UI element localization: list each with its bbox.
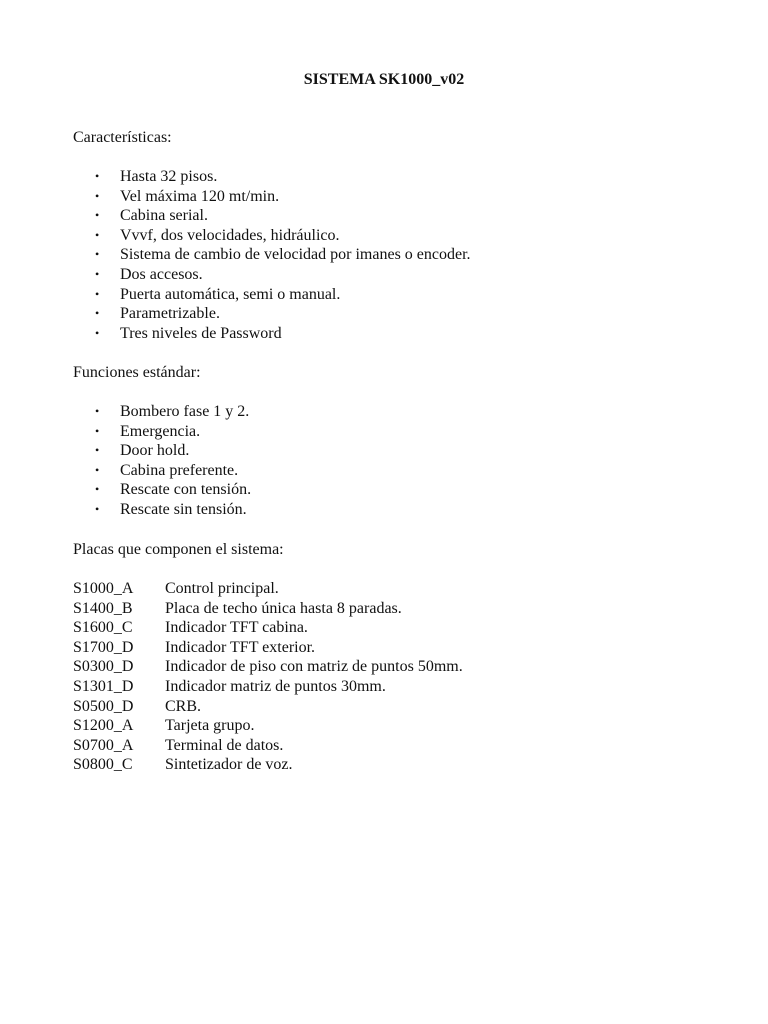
board-description: Tarjeta grupo. <box>165 717 255 735</box>
board-row <box>73 599 463 619</box>
list-item-text: Cabina preferente. <box>120 461 239 479</box>
document-title: SISTEMA SK1000_v02 <box>303 71 465 88</box>
board-row <box>73 736 463 756</box>
list-item <box>93 304 471 324</box>
list-item-text: Bombero fase 1 y 2. <box>120 403 250 420</box>
placas-list <box>73 579 463 775</box>
list-item <box>93 500 251 520</box>
board-description: Placa de techo única hasta 8 paradas. <box>165 599 402 617</box>
board-description: Indicador TFT cabina. <box>165 619 308 637</box>
list-item-text: Hasta 32 pisos. <box>120 168 218 185</box>
list-item <box>93 402 251 422</box>
list-item <box>93 422 251 442</box>
placas-heading: Placas que componen el sistema: <box>73 541 284 558</box>
bullet-icon: • <box>95 443 100 458</box>
board-code: S1000_A <box>73 580 134 597</box>
bullet-icon: • <box>95 482 100 497</box>
board-description: Indicador TFT exterior. <box>165 638 316 656</box>
board-code: S0300_D <box>73 658 134 676</box>
board-row <box>73 677 463 697</box>
bullet-icon: • <box>95 247 100 262</box>
board-code: S1200_A <box>73 717 134 735</box>
board-description: CRB. <box>165 697 202 715</box>
list-item-text: Puerta automática, semi o manual. <box>120 285 341 303</box>
list-item-text: Vel máxima 120 mt/min. <box>120 187 280 205</box>
funciones-heading: Funciones estándar: <box>73 364 201 381</box>
list-item-text: Door hold. <box>120 442 190 460</box>
bullet-icon: • <box>95 404 100 418</box>
board-row <box>73 638 463 658</box>
list-item <box>93 324 471 344</box>
board-description: Sintetizador de voz. <box>165 756 293 774</box>
board-code: S0500_D <box>73 697 134 715</box>
bullet-icon: • <box>95 306 100 321</box>
bullet-icon: • <box>95 501 100 516</box>
list-item-text: Vvvf, dos velocidades, hidráulico. <box>120 226 340 244</box>
board-row <box>73 579 463 599</box>
board-code: S1600_C <box>73 619 133 637</box>
board-row <box>73 697 463 717</box>
list-item <box>93 167 471 187</box>
bullet-icon: • <box>95 208 100 223</box>
caracteristicas-list <box>93 167 471 343</box>
board-description: Indicador de piso con matriz de puntos 50mm. <box>165 658 463 676</box>
list-item <box>93 461 251 481</box>
bullet-icon: • <box>95 462 100 477</box>
board-code: S1301_D <box>73 677 134 695</box>
list-item-text: Parametrizable. <box>120 305 220 323</box>
bullet-icon: • <box>95 266 100 281</box>
list-item-text: Rescate sin tensión. <box>120 500 247 518</box>
list-item-text: Cabina serial. <box>120 207 208 225</box>
list-item <box>93 187 471 207</box>
list-item-text: Sistema de cambio de velocidad por imanes o encoder. <box>120 246 471 264</box>
board-row <box>73 755 463 775</box>
bullet-icon: • <box>95 188 100 203</box>
board-code: S0800_C <box>73 756 133 774</box>
board-row <box>73 657 463 677</box>
board-description: Terminal de datos. <box>165 736 284 754</box>
list-item-text: Dos accesos. <box>120 265 203 283</box>
bullet-icon: • <box>95 423 100 438</box>
board-description: Indicador matriz de puntos 30mm. <box>165 677 386 695</box>
list-item-text: Tres niveles de Password <box>120 324 282 342</box>
list-item <box>93 441 251 461</box>
list-item <box>93 226 471 246</box>
board-code: S1400_B <box>73 599 133 617</box>
bullet-icon: • <box>95 169 100 183</box>
funciones-list <box>93 402 251 520</box>
board-description: Control principal. <box>165 580 279 597</box>
list-item-text: Rescate con tensión. <box>120 481 252 499</box>
bullet-icon: • <box>95 227 100 242</box>
list-item <box>93 285 471 305</box>
list-item <box>93 245 471 265</box>
board-code: S0700_A <box>73 736 134 754</box>
list-item-text: Emergencia. <box>120 422 201 440</box>
bullet-icon: • <box>95 286 100 301</box>
caracteristicas-heading: Características: <box>73 129 172 146</box>
board-row <box>73 716 463 736</box>
board-code: S1700_D <box>73 638 134 656</box>
board-row <box>73 618 463 638</box>
list-item <box>93 480 251 500</box>
list-item <box>93 206 471 226</box>
bullet-icon: • <box>95 325 100 340</box>
list-item <box>93 265 471 285</box>
